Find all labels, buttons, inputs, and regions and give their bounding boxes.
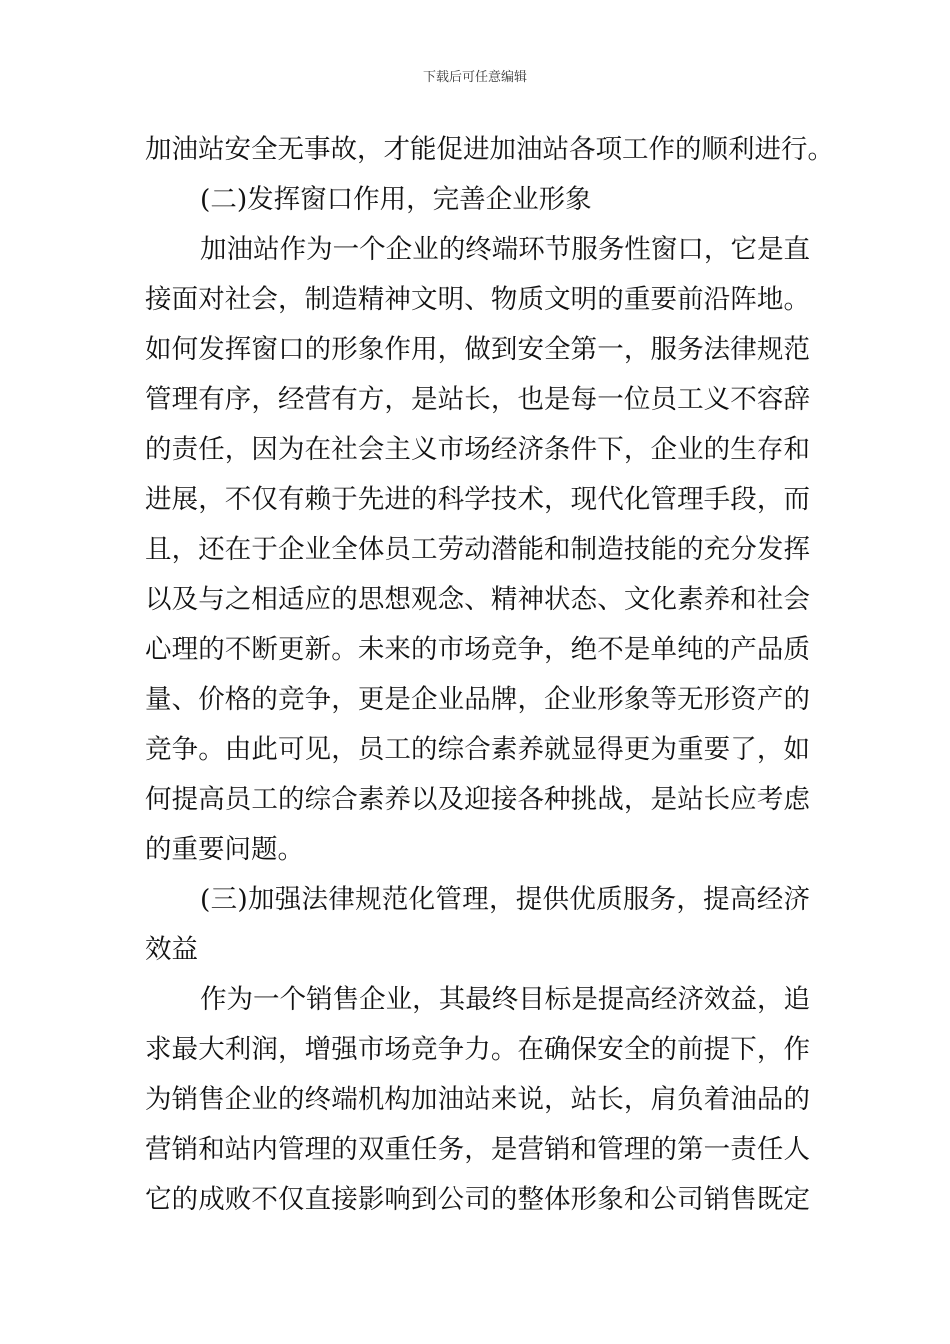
text-line: 管理有序，经营有方，是站长，也是每一位员工义不容辞 xyxy=(145,384,810,415)
text-line: 竞争。由此可见，员工的综合素养就显得更为重要了，如 xyxy=(145,734,810,765)
text-line: 接面对社会，制造精神文明、物质文明的重要前沿阵地。 xyxy=(145,284,810,315)
text-line: 的责任，因为在社会主义市场经济条件下，企业的生存和 xyxy=(145,434,810,465)
text-line: 营销和站内管理的双重任务，是营销和管理的第一责任人 xyxy=(145,1134,810,1165)
text-line: 以及与之相适应的思想观念、精神状态、文化素养和社会 xyxy=(145,584,810,615)
text-line: 进展，不仅有赖于先进的科学技术，现代化管理手段，而 xyxy=(145,484,810,515)
page-header: 下载后可任意编辑 xyxy=(422,70,527,85)
text-line: 加油站安全无事故，才能促进加油站各项工作的顺利进行。 xyxy=(145,134,834,165)
text-line: 心理的不断更新。未来的市场竞争，绝不是单纯的产品质 xyxy=(145,634,810,665)
text-line: 作为一个销售企业，其最终目标是提高经济效益，追 xyxy=(200,984,810,1015)
text-line: (二)发挥窗口作用，完善企业形象 xyxy=(200,184,592,215)
text-line: (三)加强法律规范化管理，提供优质服务，提高经济 xyxy=(200,884,810,915)
text-line: 它的成败不仅直接影响到公司的整体形象和公司销售既定 xyxy=(145,1184,810,1215)
text-line: 的重要问题。 xyxy=(145,834,304,865)
text-line: 加油站作为一个企业的终端环节服务性窗口，它是直 xyxy=(200,234,810,265)
text-line: 且，还在于企业全体员工劳动潜能和制造技能的充分发挥 xyxy=(145,534,810,565)
text-line: 效益 xyxy=(145,934,198,965)
text-line: 为销售企业的终端机构加油站来说，站长，肩负着油品的 xyxy=(145,1084,810,1115)
text-line: 求最大利润，增强市场竞争力。在确保安全的前提下，作 xyxy=(145,1034,810,1065)
document-body xyxy=(145,125,834,1225)
text-line: 何提高员工的综合素养以及迎接各种挑战，是站长应考虑 xyxy=(145,784,810,815)
text-line: 量、价格的竞争，更是企业品牌，企业形象等无形资产的 xyxy=(145,684,810,715)
text-line: 如何发挥窗口的形象作用，做到安全第一，服务法律规范 xyxy=(145,334,810,365)
